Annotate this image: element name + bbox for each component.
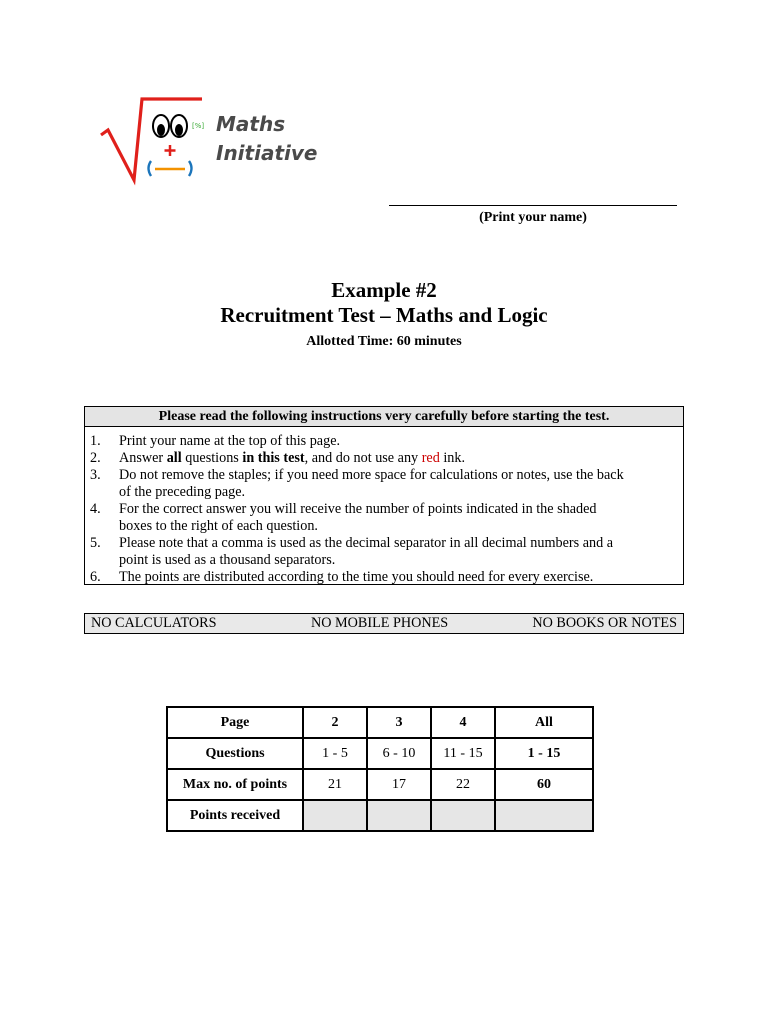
table-cell: 11 - 15 — [431, 738, 495, 769]
table-cell: 3 — [367, 707, 431, 738]
table-row — [167, 707, 593, 738]
page-title: Example #2 — [331, 278, 437, 302]
instructions-box — [84, 406, 684, 585]
table-cell: Questions — [167, 738, 303, 769]
instruction-number: 3. — [90, 467, 101, 483]
instruction-number: 2. — [90, 450, 101, 466]
name-input-line[interactable] — [389, 205, 677, 206]
restriction-no-calculators: NO CALCULATORS — [91, 615, 217, 631]
table-cell: 2 — [303, 707, 367, 738]
maths-initiative-logo — [98, 88, 318, 188]
instruction-text: Print your name at the top of this page. — [119, 433, 341, 449]
logo-badge: [%] — [192, 122, 205, 130]
instruction-number: 6. — [90, 569, 101, 585]
points-received-cell-page-2[interactable] — [303, 800, 367, 831]
instruction-item — [85, 569, 683, 586]
table-cell: 22 — [431, 769, 495, 800]
table-cell: 1 - 15 — [495, 738, 593, 769]
table-row — [167, 800, 593, 831]
instructions-list — [85, 433, 683, 586]
allotted-time: Allotted Time: 60 minutes — [306, 334, 462, 349]
instruction-item — [85, 535, 683, 569]
table-cell: 1 - 5 — [303, 738, 367, 769]
points-received-cell-page-3[interactable] — [367, 800, 431, 831]
instruction-item — [85, 433, 683, 450]
instruction-item — [85, 501, 683, 535]
page-subtitle: Recruitment Test – Maths and Logic — [220, 303, 548, 327]
logo-line-1: Maths — [216, 112, 286, 136]
instruction-text: Answer all questions in this test, and do not use any red ink. — [119, 450, 466, 466]
logo-emblem-icon — [98, 88, 218, 188]
points-table — [166, 706, 594, 832]
instruction-number: 1. — [90, 433, 101, 449]
table-cell: 17 — [367, 769, 431, 800]
instruction-number: 5. — [90, 535, 101, 551]
points-received-cell-all[interactable] — [495, 800, 593, 831]
instruction-text: The points are distributed according to the time you should need for every exercise. — [119, 569, 594, 585]
instruction-number: 4. — [90, 501, 101, 517]
instruction-item — [85, 467, 683, 501]
restriction-no-books-notes: NO BOOKS OR NOTES — [532, 615, 677, 631]
red-word: red — [421, 450, 440, 466]
table-cell: 6 - 10 — [367, 738, 431, 769]
logo-line-2: Initiative — [216, 141, 318, 165]
table-cell: 60 — [495, 769, 593, 800]
instruction-text: Please note that a comma is used as the decimal separator in all decimal numbers and a point is used as a thousand separators. — [119, 535, 614, 568]
instruction-text: For the correct answer you will receive the number of points indicated in the shaded boxes to the right of each question. — [119, 501, 597, 534]
instruction-text: Do not remove the staples; if you need more space for calculations or notes, use the back of the preceding page. — [119, 467, 624, 500]
restrictions-box — [84, 613, 684, 634]
table-cell: 4 — [431, 707, 495, 738]
table-cell: 21 — [303, 769, 367, 800]
table-cell: Max no. of points — [167, 769, 303, 800]
points-received-cell-page-4[interactable] — [431, 800, 495, 831]
table-row — [167, 769, 593, 800]
table-cell: All — [495, 707, 593, 738]
instructions-heading: Please read the following instructions very carefully before starting the test. — [85, 407, 683, 427]
logo-wordmark — [216, 110, 317, 168]
restriction-no-mobile-phones: NO MOBILE PHONES — [311, 615, 449, 631]
table-cell: Page — [167, 707, 303, 738]
instruction-item — [85, 450, 683, 467]
name-caption: (Print your name) — [479, 210, 587, 225]
table-cell: Points received — [167, 800, 303, 831]
table-row — [167, 738, 593, 769]
